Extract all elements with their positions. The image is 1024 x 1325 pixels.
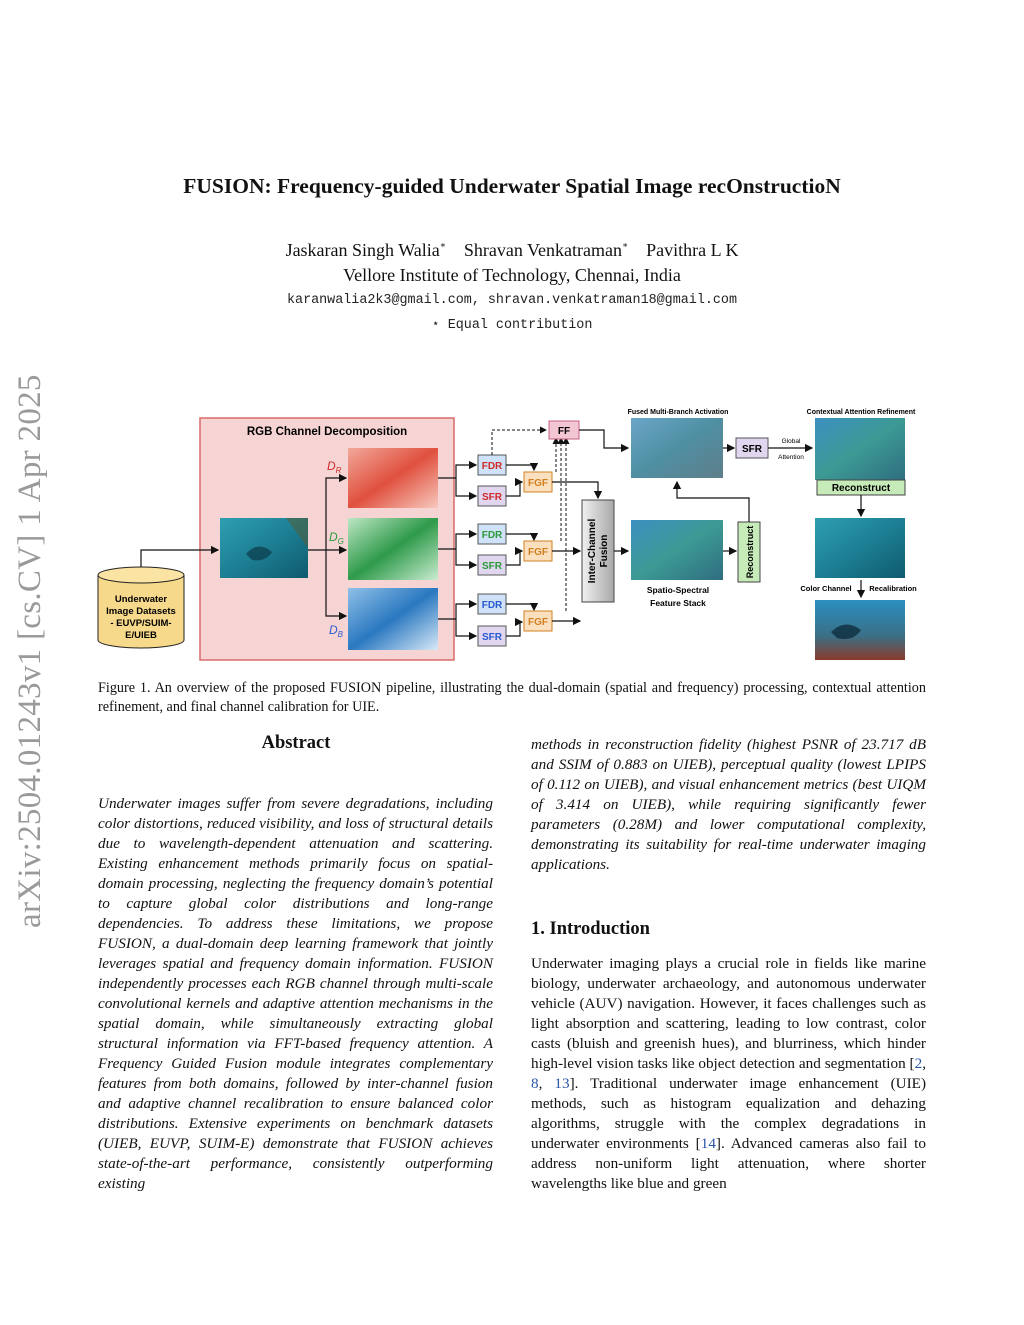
spatio-spectral-image — [631, 520, 723, 580]
rgb-panel-title: RGB Channel Decomposition — [246, 426, 408, 438]
reconstruct-label: Reconstruct — [745, 525, 755, 579]
green-channel-image — [348, 518, 438, 580]
paper-title: FUSION: Frequency-guided Underwater Spatial Image recOnstructioN — [183, 174, 841, 198]
affiliation: Vellore Institute of Technology, Chennai, India — [343, 265, 681, 285]
arxiv-stamp: arXiv:2504.01243v1 [cs.CV] 1 Apr 2025 — [12, 374, 48, 928]
fdr-label: FDR — [481, 530, 503, 541]
dataset-label-line: - EUVP/SUIM- — [110, 618, 172, 629]
abstract-text-continued: methods in reconstruction fidelity (highest PSNR of 23.717 dB and SSIM of 0.883 on UIEB), perceptual quality (lowest LPIPS of 0.112 on UIEB), and visual enhancement metrics (best UIQM of 3.414 on UIEB), while requiring significantly fewer parameters (0.28M) and lower computational complexity, demonstrating its suitability for real-time underwater imaging applications. — [531, 736, 926, 873]
contextual-refinement-label: Contextual Attention Refinement — [806, 409, 916, 416]
spatio-spectral-label: Spatio-Spectral — [646, 585, 710, 595]
dataset-label-line: Underwater — [114, 594, 168, 605]
color-channel-label: Color Channel — [800, 584, 852, 593]
red-channel-image — [348, 448, 438, 508]
equal-mark: ∗ — [439, 240, 446, 250]
reconstructed-image — [815, 518, 905, 578]
channel-label-green: $D_G$ — [329, 530, 344, 546]
abstract-heading: Abstract — [261, 733, 331, 753]
channel-label-red: $D_R$ — [327, 459, 342, 475]
fgf-label: FGF — [528, 478, 548, 489]
citation-link[interactable]: 2 — [914, 1055, 923, 1072]
dataset-label-line: Image Datasets — [106, 606, 176, 617]
equal-contribution-note: ⋆ Equal contribution — [431, 318, 593, 333]
feature-stack-label: Feature Stack — [650, 598, 706, 608]
citation-link[interactable]: 14 — [700, 1135, 716, 1152]
abstract-text: Underwater images suffer from severe degradations, including color distortions, reduced visibility, and loss of structural details due to wavelength-dependent attenuation and scattering. Existing enhancement methods primarily focus on spatial-domain processing, neglecting the frequency domain’s potential to capture global color distributions and long-range dependencies. To address these limitations, we propose FUSION, a dual-domain deep learning framework that jointly leverages spatial and frequency domain information. FUSION independently processes each RGB channel through multi-scale convolutional kernels and adaptive attention mechanisms in the spatial domain, while simultaneously extracting global structural information via FFT-based frequency attention. A Frequency Guided Fusion module integrates complementary features from both domains, followed by inter-channel fusion and adaptive channel recalibration to ensure balanced color distributions. Extensive experiments on benchmark datasets (UIEB, EUVP, SUIM-E) demonstrate that FUSION achieves state-of-the-art performance, consistently outperforming existing — [98, 795, 493, 1192]
author-3: Pavithra L K — [646, 240, 739, 260]
channel-label-blue: $D_B$ — [329, 623, 344, 639]
blue-channel-image — [348, 588, 438, 650]
fused-activation-image — [631, 418, 723, 478]
fgf-label: FGF — [528, 617, 548, 628]
reconstruct-label: Reconstruct — [831, 483, 891, 494]
sfr-label: SFR — [482, 492, 502, 503]
attention-label: Attention — [778, 454, 804, 461]
dataset-label-line: E/UIEB — [125, 630, 157, 641]
fgf-label: FGF — [528, 547, 548, 558]
sfr-label: SFR — [742, 444, 762, 455]
inter-channel-label: Inter-Channel — [587, 518, 598, 584]
sfr-label: SFR — [482, 561, 502, 572]
citation-link[interactable]: 13 — [554, 1075, 570, 1092]
sfr-label: SFR — [482, 632, 502, 643]
author-emails: karanwalia2k3@gmail.com, shravan.venkatraman18@gmail.com — [287, 293, 737, 308]
citation-link[interactable]: 8 — [531, 1075, 539, 1092]
author-1: Jaskaran Singh Walia — [285, 240, 440, 260]
dataset-cylinder — [98, 567, 184, 648]
fdr-label: FDR — [481, 600, 503, 611]
author-list — [0, 240, 1024, 261]
author-2: Shravan Venkatraman — [463, 240, 622, 260]
refined-image — [815, 418, 905, 480]
figure-caption: Figure 1. An overview of the proposed FUSION pipeline, illustrating the dual-domain (spatial and frequency) processing, contextual attention refinement, and final channel calibration for UIE. — [98, 680, 926, 715]
equal-mark: ∗ — [622, 240, 629, 250]
introduction-text: Underwater imaging plays a crucial role in fields like marine biology, underwater archaeology, and autonomous underwater vehicle (AUV) navigation. However, it faces challenges such as light absorption and scattering, leading to low contrast, color casts (bluish and greenish hues), and blurriness, which hinder high-level vision tasks like object detection and segmentation [2, 8, 13]. Traditional underwater image enhancement (UIE) methods, such as histogram equalization and dehazing algorithms, struggle with the complex degradations in underwater environments [14]. Advanced cameras also fail to address non-uniform light attenuation, where shorter wavelengths like blue and green — [531, 955, 927, 1192]
ff-label: FF — [557, 426, 571, 437]
fused-activation-label: Fused Multi-Branch Activation — [627, 409, 729, 416]
global-label: Global — [781, 438, 801, 445]
pipeline-figure — [96, 404, 928, 666]
fusion-label: Fusion — [599, 534, 610, 568]
fdr-label: FDR — [481, 461, 503, 472]
recalibration-label: Recalibration — [869, 584, 917, 593]
introduction-heading: 1. Introduction — [531, 919, 650, 939]
